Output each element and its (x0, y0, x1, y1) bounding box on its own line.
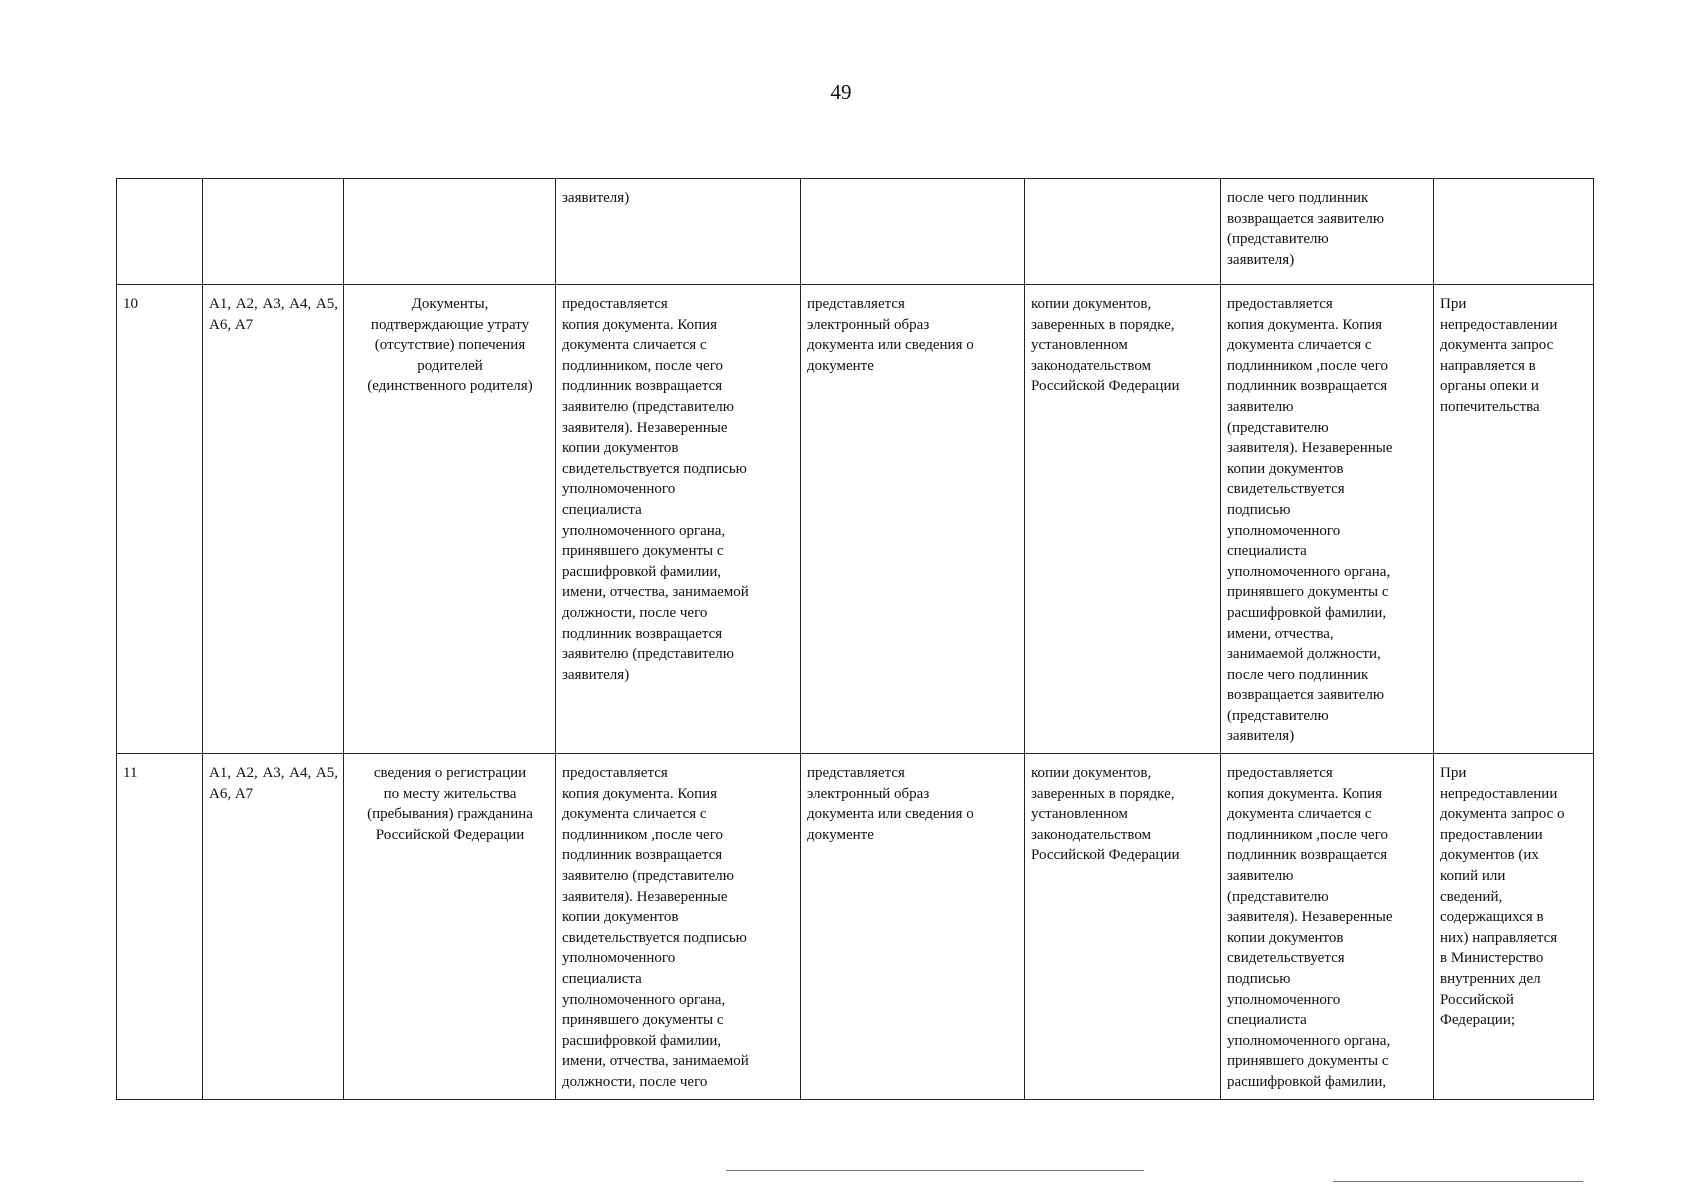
document-name-cell (344, 179, 556, 285)
electronic-submission-cell: представляется электронный образ документа или сведения о документе (801, 285, 1025, 754)
postal-submission-cell: копии документов, заверенных в порядке, установленном законодательством Российской Федерации (1025, 754, 1221, 1100)
applicant-codes-cell (203, 179, 344, 285)
mfc-submission-cell: предоставляется копия документа. Копия документа сличается с подлинником ,после чего подлинник возвращается заявителю (представителю заявителя). Незаверенные копии документов свидетельствуется подписью уполномоченного специалиста уполномоченного органа, принявшего документы с расшифровкой фамилии, (1221, 754, 1434, 1100)
document-name-cell: сведения о регистрации по месту жительства (пребывания) гражданина Российской Федерации (344, 754, 556, 1100)
mfc-submission-cell: предоставляется копия документа. Копия документа сличается с подлинником ,после чего подлинник возвращается заявителю (представителю заявителя). Незаверенные копии документов свидетельствуется подписью уполномоченного специалиста уполномоченного органа, принявшего документы с расшифровкой фамилии, имени, отчества, занимаемой должности, после чего подлинник возвращается заявителю (представителю заявителя) (1221, 285, 1434, 754)
document-name-cell: Документы, подтверждающие утрату (отсутствие) попечения родителей (единственного родителя) (344, 285, 556, 754)
interagency-request-cell (1434, 179, 1594, 285)
applicant-codes-cell: А1, А2, А3, А4, А5, А6, А7 (203, 754, 344, 1100)
postal-submission-cell (1025, 179, 1221, 285)
row-number-cell: 10 (117, 285, 203, 754)
scan-artifact-line (726, 1170, 1144, 1171)
documents-table (116, 178, 1594, 1100)
table-row (117, 754, 1594, 1100)
scan-artifact-line (1333, 1181, 1583, 1182)
table-row (117, 179, 1594, 285)
in-person-submission-cell: предоставляется копия документа. Копия документа сличается с подлинником ,после чего подлинник возвращается заявителю (представителю заявителя). Незаверенные копии документов свидетельствуется подписью уполномоченного специалиста уполномоченного органа, принявшего документы с расшифровкой фамилии, имени, отчества, занимаемой должности, после чего (556, 754, 801, 1100)
applicant-codes-cell: А1, А2, А3, А4, А5, А6, А7 (203, 285, 344, 754)
in-person-submission-cell: заявителя) (556, 179, 801, 285)
postal-submission-cell: копии документов, заверенных в порядке, установленном законодательством Российской Федерации (1025, 285, 1221, 754)
interagency-request-cell: При непредоставлении документа запрос о предоставлении документов (их копий или сведений, содержащихся в них) направляется в Министерство внутренних дел Российской Федерации; (1434, 754, 1594, 1100)
row-number-cell: 11 (117, 754, 203, 1100)
in-person-submission-cell: предоставляется копия документа. Копия документа сличается с подлинником, после чего подлинник возвращается заявителю (представителю заявителя). Незаверенные копии документов свидетельствуется подписью уполномоченного специалиста уполномоченного органа, принявшего документы с расшифровкой фамилии, имени, отчества, занимаемой должности, после чего подлинник возвращается заявителю (представителю заявителя) (556, 285, 801, 754)
row-number-cell (117, 179, 203, 285)
interagency-request-cell: При непредоставлении документа запрос направляется в органы опеки и попечительства (1434, 285, 1594, 754)
electronic-submission-cell: представляется электронный образ документа или сведения о документе (801, 754, 1025, 1100)
table-row (117, 285, 1594, 754)
electronic-submission-cell (801, 179, 1025, 285)
mfc-submission-cell: после чего подлинник возвращается заявителю (представителю заявителя) (1221, 179, 1434, 285)
page-number: 49 (830, 80, 852, 104)
